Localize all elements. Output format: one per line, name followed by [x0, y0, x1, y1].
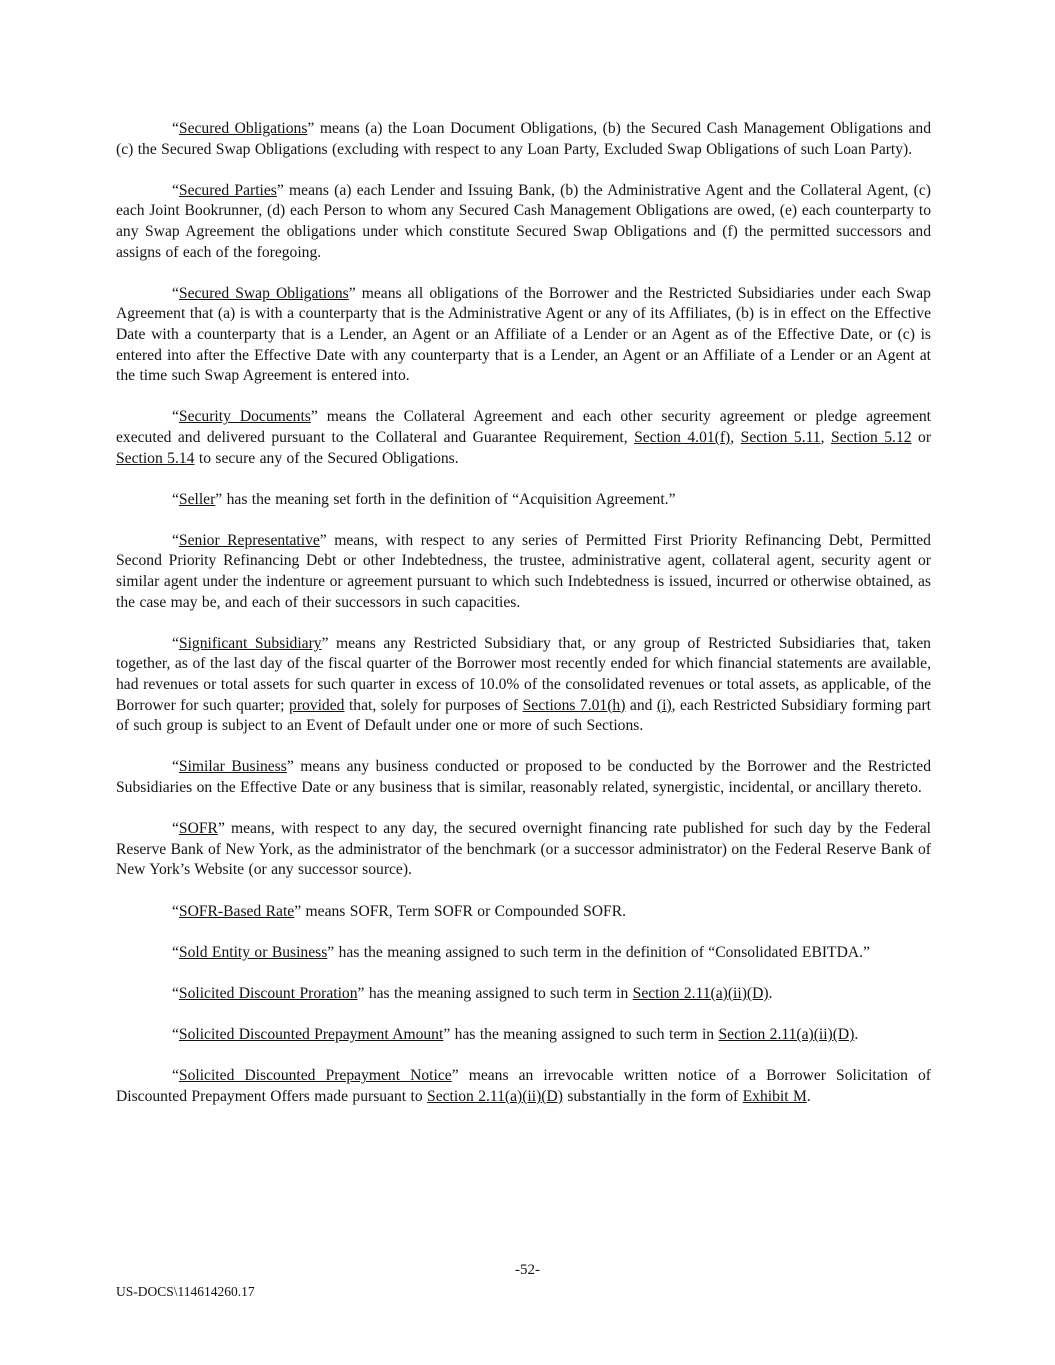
paragraph-solicited-discounted-prepayment-amount — [116, 1025, 931, 1046]
text-segment: , each Restricted Subsidiary forming part of such group is subject to an Event of Default under one or more of such Sections. — [116, 696, 932, 735]
text-segment: “ — [172, 181, 179, 199]
paragraph-security-documents — [116, 407, 931, 469]
text-segment: “ — [172, 1067, 179, 1085]
paragraph-sold-entity-or-business — [116, 943, 931, 964]
defined-term: Solicited Discounted Prepayment Amount — [178, 1026, 444, 1044]
paragraph-seller — [116, 490, 931, 511]
text-segment: substantially in the form of — [562, 1087, 743, 1105]
defined-term: Secured Swap Obligations — [178, 284, 349, 302]
text-segment: ” means the Collateral Agreement and each other security agreement or pledge agreement executed and delivered pursuant to the Collateral and Guarantee Requirement, — [116, 408, 931, 446]
text-segment: ” means an irrevocable written notice of a Borrower Solicitation of Discounted Prepayment Offers made pursuant to — [116, 1067, 931, 1105]
text-segment: or — [911, 428, 932, 446]
text-segment: ” means (a) the Loan Document Obligations, (b) the Secured Cash Management Obligations and (c) the Secured Swap Obligations (excluding with respect to any Loan Party, Excluded Swap Obligations of such Loan Party). — [116, 120, 932, 158]
text-segment: to secure any of the Secured Obligations. — [194, 449, 459, 467]
text-segment: ” has the meaning assigned to such term in — [357, 984, 633, 1002]
text-segment: ” means, with respect to any day, the secured overnight financing rate published for such day by the Federal Reserve Bank of New York, as the administrator of the benchmark (or a successor administrator) on the Federal Reserve Bank of New York’s Website (or any successor source). — [116, 820, 931, 879]
text-segment: ” means all obligations of the Borrower and the Restricted Subsidiaries under each Swap Agreement that (a) is with a counterparty that is the Administrative Agent or any of its Affiliates, (b) is in effect on the Effective Date with a counterparty that is a Lender, an Agent or an Affiliate of a Lender or an Agent as of the Effective Date, or (c) is entered into after the Effective Date with any counterparty that is a Lender, an Agent or an Affiliate of a Lender or an Agent at the time such Swap Agreement is entered into. — [116, 284, 931, 385]
text-segment: ” means, with respect to any series of Permitted First Priority Refinancing Debt, Permitted Second Priority Refinancing Debt or other Indebtedness, the trustee, administrative agent, collateral agent, security agent or similar agent under the indenture or agreement pursuant to which such Indebtedness is issued, incurred or otherwise obtained, as the case may be, and each of their successors in such capacities. — [116, 531, 931, 611]
text-segment: “ — [172, 984, 179, 1002]
paragraph-similar-business — [116, 757, 931, 798]
text-segment: “ — [172, 943, 179, 961]
defined-term: Secured Parties — [178, 181, 277, 199]
paragraph-secured-parties — [116, 181, 931, 263]
paragraph-significant-subsidiary — [116, 634, 931, 737]
text-segment: ” means any Restricted Subsidiary that, or any group of Restricted Subsidiaries that, taken together, as of the last day of the fiscal quarter of the Borrower most recently ended for which financial statements are available, had revenues or total assets for such quarter in excess of 10.0% of the consolidated revenues or total assets, as applicable, of the Borrower for such quarter; — [116, 634, 931, 714]
defined-term: Secured Obligations — [178, 120, 308, 137]
text-segment: “ — [172, 758, 179, 776]
text-segment: “ — [172, 490, 179, 508]
text-segment: ” has the meaning assigned to such term in — [443, 1026, 719, 1044]
text-segment: . — [806, 1087, 811, 1105]
text-segment: “ — [172, 634, 179, 652]
text-segment: that, solely for purposes of — [344, 696, 523, 714]
defined-term: Sold Entity or Business — [178, 943, 328, 961]
text-segment: “ — [172, 120, 179, 137]
defined-term: Senior Representative — [178, 531, 320, 549]
page-number: -52- — [515, 1262, 540, 1278]
defined-term: Section 2.11(a)(ii)(D) — [632, 984, 769, 1002]
defined-term: Section 5.12 — [831, 428, 912, 446]
defined-term: Solicited Discount Proration — [178, 984, 358, 1002]
defined-term: Sections 7.01(h) — [522, 696, 626, 714]
text-segment: , — [820, 428, 831, 446]
paragraph-secured-swap-obligations — [116, 284, 931, 387]
paragraph-secured-obligations — [116, 119, 931, 160]
text-segment: ” has the meaning assigned to such term in the definition of “Consolidated EBITDA.” — [327, 943, 870, 961]
text-segment: “ — [172, 820, 179, 838]
defined-term: Exhibit M — [742, 1087, 807, 1105]
footer-document-id: US-DOCS\114614260.17 — [116, 1284, 255, 1299]
text-segment: “ — [172, 902, 179, 920]
defined-term: Solicited Discounted Prepayment Notice — [178, 1067, 452, 1085]
paragraph-sofr-based-rate — [116, 902, 931, 923]
text-segment: , — [730, 428, 741, 446]
text-segment: . — [854, 1026, 859, 1044]
defined-term: Section 5.11 — [740, 428, 821, 446]
text-segment: ” means (a) each Lender and Issuing Bank, (b) the Administrative Agent and the Collateral Agent, (c) each Joint Bookrunner, (d) each Person to whom any Secured Cash Management Obligations are owed, (e) each counterparty to any Swap Agreement the obligations under which constitute Secured Swap Obligations and (f) the permitted successors and assigns of each of the foregoing. — [116, 181, 931, 261]
defined-term: Section 2.11(a)(ii)(D) — [718, 1026, 855, 1044]
defined-term: Seller — [178, 490, 216, 508]
document-body — [116, 119, 931, 1128]
defined-term: Similar Business — [178, 758, 287, 776]
text-segment: “ — [172, 284, 179, 302]
text-segment: ” means SOFR, Term SOFR or Compounded SOFR. — [294, 902, 627, 920]
paragraph-solicited-discounted-prepayment-notice — [116, 1066, 931, 1107]
defined-term: Security Documents — [178, 408, 311, 426]
defined-term: (i) — [656, 696, 672, 714]
text-segment: . — [768, 984, 773, 1002]
paragraph-solicited-discount-proration — [116, 984, 931, 1005]
defined-term: Section 4.01(f) — [634, 428, 731, 446]
text-segment: “ — [172, 531, 179, 549]
paragraph-senior-representative — [116, 531, 931, 613]
defined-term: SOFR — [178, 820, 218, 838]
text-segment: ” has the meaning set forth in the definition of “Acquisition Agreement.” — [215, 490, 676, 508]
defined-term: Section 2.11(a)(ii)(D) — [427, 1087, 563, 1105]
defined-term: Section 5.14 — [116, 449, 195, 467]
text-segment: ” means any business conducted or proposed to be conducted by the Borrower and the Restricted Subsidiaries on the Effective Date or any business that is similar, reasonably related, synergistic, incidental, or ancillary thereto. — [116, 758, 932, 796]
defined-term: SOFR-Based Rate — [178, 902, 295, 920]
text-segment: and — [625, 696, 657, 714]
defined-term: Significant Subsidiary — [178, 634, 322, 652]
defined-term: provided — [289, 696, 345, 714]
text-segment: “ — [172, 408, 179, 426]
text-segment: “ — [172, 1026, 179, 1044]
paragraph-sofr — [116, 819, 931, 881]
